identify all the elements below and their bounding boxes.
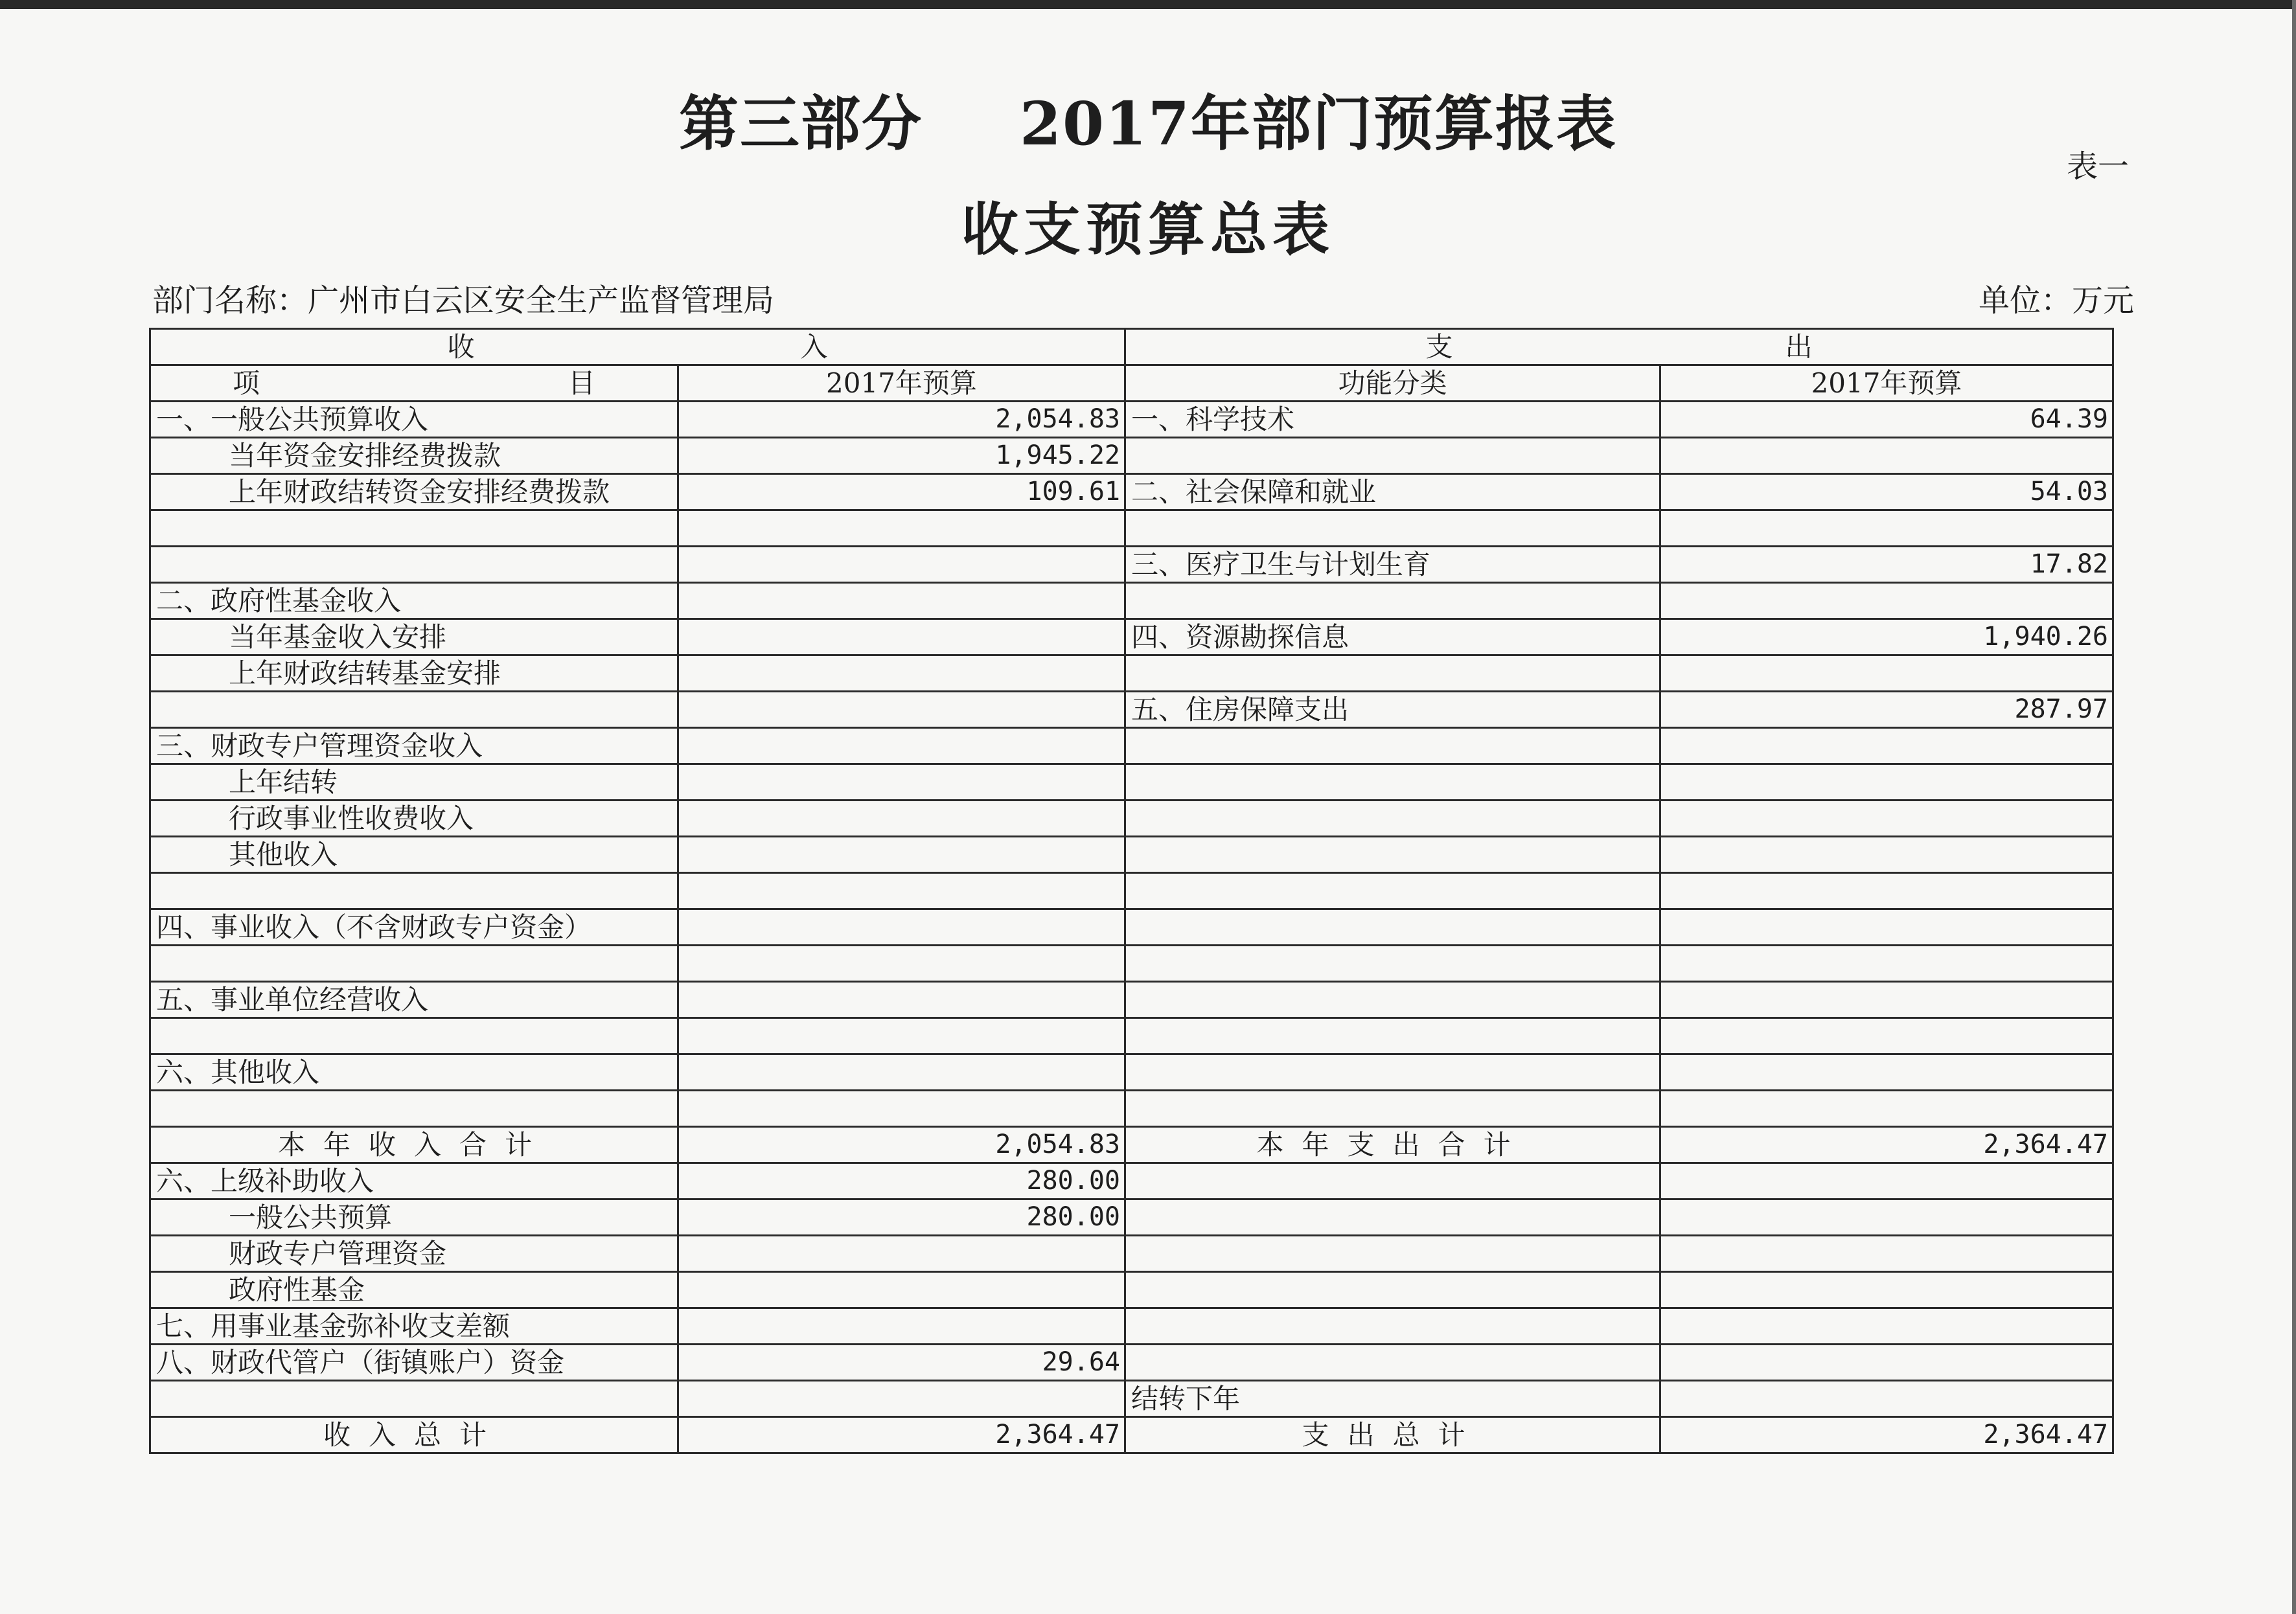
table-row xyxy=(150,583,2113,619)
income-item: 三、财政专户管理资金收入 xyxy=(150,728,678,764)
table-row xyxy=(150,728,2113,764)
expense-value: 54.03 xyxy=(1660,474,2113,510)
income-item: 当年资金安排经费拨款 xyxy=(150,438,678,474)
income-value xyxy=(678,1272,1125,1308)
table-row xyxy=(150,1381,2113,1417)
expense-item xyxy=(1125,909,1660,946)
table-row xyxy=(150,1127,2113,1163)
table-row xyxy=(150,909,2113,946)
income-item xyxy=(150,510,678,547)
income-item: 政府性基金 xyxy=(150,1272,678,1308)
income-value: 2,364.47 xyxy=(678,1417,1125,1453)
income-item: 六、其他收入 xyxy=(150,1054,678,1091)
table-row xyxy=(150,510,2113,547)
expense-item: 二、社会保障和就业 xyxy=(1125,474,1660,510)
table-row xyxy=(150,438,2113,474)
income-item: 本年收入合计 xyxy=(150,1127,678,1163)
expense-value xyxy=(1660,873,2113,909)
expense-item: 支出总计 xyxy=(1125,1417,1660,1453)
income-item: 一般公共预算 xyxy=(150,1199,678,1236)
table-row xyxy=(150,1236,2113,1272)
table-row xyxy=(150,1308,2113,1345)
expense-item xyxy=(1125,1272,1660,1308)
table-row xyxy=(150,692,2113,728)
table-row xyxy=(150,1163,2113,1199)
income-item: 上年财政结转资金安排经费拨款 xyxy=(150,474,678,510)
income-value xyxy=(678,837,1125,873)
income-value xyxy=(678,982,1125,1018)
expense-value xyxy=(1660,510,2113,547)
table-row xyxy=(150,873,2113,909)
expense-item xyxy=(1125,1163,1660,1199)
table-row xyxy=(150,1199,2113,1236)
expense-budget-header: 2017年预算 xyxy=(1660,365,2113,402)
expense-value xyxy=(1660,1308,2113,1345)
income-item: 七、用事业基金弥补收支差额 xyxy=(150,1308,678,1345)
income-value xyxy=(678,801,1125,837)
expense-item xyxy=(1125,873,1660,909)
item-header xyxy=(150,365,678,402)
income-item: 八、财政代管户（街镇账户）资金 xyxy=(150,1345,678,1381)
table-subtitle: 收支预算总表 xyxy=(961,196,1335,263)
page-title xyxy=(0,76,2296,162)
income-budget-header: 2017年预算 xyxy=(678,365,1125,402)
expense-header-char-1: 支 xyxy=(1425,331,1453,363)
expense-header xyxy=(1125,329,2113,365)
income-value xyxy=(678,909,1125,946)
income-value: 280.00 xyxy=(678,1199,1125,1236)
income-value xyxy=(678,510,1125,547)
expense-value xyxy=(1660,946,2113,982)
expense-value xyxy=(1660,1381,2113,1417)
table-row xyxy=(150,655,2113,692)
expense-value xyxy=(1660,909,2113,946)
table-row xyxy=(150,764,2113,801)
income-value xyxy=(678,764,1125,801)
expense-value xyxy=(1660,982,2113,1018)
expense-header-char-2: 出 xyxy=(1785,331,1813,363)
table-row xyxy=(150,1091,2113,1127)
table-row xyxy=(150,619,2113,655)
title-part: 第三部分 xyxy=(678,89,923,159)
table-row xyxy=(150,474,2113,510)
table-row xyxy=(150,1345,2113,1381)
table-row xyxy=(150,1018,2113,1054)
expense-value xyxy=(1660,1091,2113,1127)
income-header-char-1: 收 xyxy=(447,331,475,363)
income-item: 四、事业收入（不含财政专户资金） xyxy=(150,909,678,946)
function-class-header: 功能分类 xyxy=(1125,365,1660,402)
expense-item xyxy=(1125,837,1660,873)
income-value xyxy=(678,692,1125,728)
header-row-columns xyxy=(150,365,2113,402)
table-row xyxy=(150,1272,2113,1308)
income-value xyxy=(678,619,1125,655)
title-main: 2017年部门预算报表 xyxy=(1019,89,1618,159)
item-header-char-1: 项 xyxy=(233,367,260,399)
expense-value xyxy=(1660,1272,2113,1308)
expense-value xyxy=(1660,1345,2113,1381)
income-item xyxy=(150,1381,678,1417)
expense-value: 2,364.47 xyxy=(1660,1417,2113,1453)
income-value xyxy=(678,655,1125,692)
income-value xyxy=(678,873,1125,909)
income-value xyxy=(678,1091,1125,1127)
expense-item: 四、资源勘探信息 xyxy=(1125,619,1660,655)
expense-item xyxy=(1125,982,1660,1018)
expense-item xyxy=(1125,728,1660,764)
expense-value xyxy=(1660,438,2113,474)
income-value xyxy=(678,1308,1125,1345)
expense-item: 结转下年 xyxy=(1125,1381,1660,1417)
expense-item xyxy=(1125,438,1660,474)
expense-value: 2,364.47 xyxy=(1660,1127,2113,1163)
expense-item xyxy=(1125,655,1660,692)
unit-label: 单位：万元 xyxy=(1978,282,2134,319)
income-value xyxy=(678,946,1125,982)
income-item: 财政专户管理资金 xyxy=(150,1236,678,1272)
expense-value: 287.97 xyxy=(1660,692,2113,728)
income-item: 当年基金收入安排 xyxy=(150,619,678,655)
income-item xyxy=(150,547,678,583)
income-value xyxy=(678,728,1125,764)
expense-value xyxy=(1660,728,2113,764)
income-item: 上年财政结转基金安排 xyxy=(150,655,678,692)
expense-item xyxy=(1125,510,1660,547)
income-item: 上年结转 xyxy=(150,764,678,801)
income-item: 六、上级补助收入 xyxy=(150,1163,678,1199)
income-item: 五、事业单位经营收入 xyxy=(150,982,678,1018)
income-item: 其他收入 xyxy=(150,837,678,873)
expense-value: 1,940.26 xyxy=(1660,619,2113,655)
income-value: 2,054.83 xyxy=(678,402,1125,438)
table-row xyxy=(150,837,2113,873)
table-row xyxy=(150,547,2113,583)
income-value xyxy=(678,547,1125,583)
expense-value xyxy=(1660,801,2113,837)
header-row-income-expense xyxy=(150,329,2113,365)
income-item: 行政事业性收费收入 xyxy=(150,801,678,837)
scan-edge-top xyxy=(0,0,2296,9)
expense-item xyxy=(1125,1199,1660,1236)
expense-item xyxy=(1125,1054,1660,1091)
expense-item xyxy=(1125,1091,1660,1127)
expense-value xyxy=(1660,837,2113,873)
table-row xyxy=(150,402,2113,438)
expense-value xyxy=(1660,1163,2113,1199)
income-item: 一、一般公共预算收入 xyxy=(150,402,678,438)
expense-item xyxy=(1125,1236,1660,1272)
expense-item: 五、住房保障支出 xyxy=(1125,692,1660,728)
expense-item xyxy=(1125,946,1660,982)
income-item: 二、政府性基金收入 xyxy=(150,583,678,619)
income-value: 1,945.22 xyxy=(678,438,1125,474)
expense-value xyxy=(1660,1018,2113,1054)
income-item xyxy=(150,1018,678,1054)
income-item: 收入总计 xyxy=(150,1417,678,1453)
expense-item xyxy=(1125,1018,1660,1054)
expense-value xyxy=(1660,764,2113,801)
table-number: 表一 xyxy=(2066,148,2129,185)
expense-value xyxy=(1660,1054,2113,1091)
table-row xyxy=(150,1417,2113,1453)
expense-value: 17.82 xyxy=(1660,547,2113,583)
expense-value xyxy=(1660,655,2113,692)
income-value: 280.00 xyxy=(678,1163,1125,1199)
item-header-char-2: 目 xyxy=(568,367,595,399)
income-value xyxy=(678,1018,1125,1054)
income-header xyxy=(150,329,1125,365)
expense-item xyxy=(1125,1308,1660,1345)
income-value: 2,054.83 xyxy=(678,1127,1125,1163)
income-item xyxy=(150,1091,678,1127)
table-row xyxy=(150,946,2113,982)
expense-value: 64.39 xyxy=(1660,402,2113,438)
income-item xyxy=(150,873,678,909)
expense-value xyxy=(1660,1236,2113,1272)
table-row xyxy=(150,982,2113,1018)
income-value xyxy=(678,1381,1125,1417)
income-value xyxy=(678,1054,1125,1091)
table-row xyxy=(150,801,2113,837)
income-header-char-2: 入 xyxy=(800,331,828,363)
expense-item xyxy=(1125,764,1660,801)
expense-value xyxy=(1660,583,2113,619)
expense-item: 一、科学技术 xyxy=(1125,402,1660,438)
income-value: 29.64 xyxy=(678,1345,1125,1381)
budget-table xyxy=(149,328,2114,1454)
income-value xyxy=(678,1236,1125,1272)
expense-value xyxy=(1660,1199,2113,1236)
expense-item xyxy=(1125,801,1660,837)
expense-item: 本年支出合计 xyxy=(1125,1127,1660,1163)
income-value: 109.61 xyxy=(678,474,1125,510)
table-row xyxy=(150,1054,2113,1091)
department-name: 部门名称：广州市白云区安全生产监督管理局 xyxy=(152,282,775,319)
income-item xyxy=(150,946,678,982)
expense-item xyxy=(1125,1345,1660,1381)
income-item xyxy=(150,692,678,728)
expense-item: 三、医疗卫生与计划生育 xyxy=(1125,547,1660,583)
expense-item xyxy=(1125,583,1660,619)
income-value xyxy=(678,583,1125,619)
